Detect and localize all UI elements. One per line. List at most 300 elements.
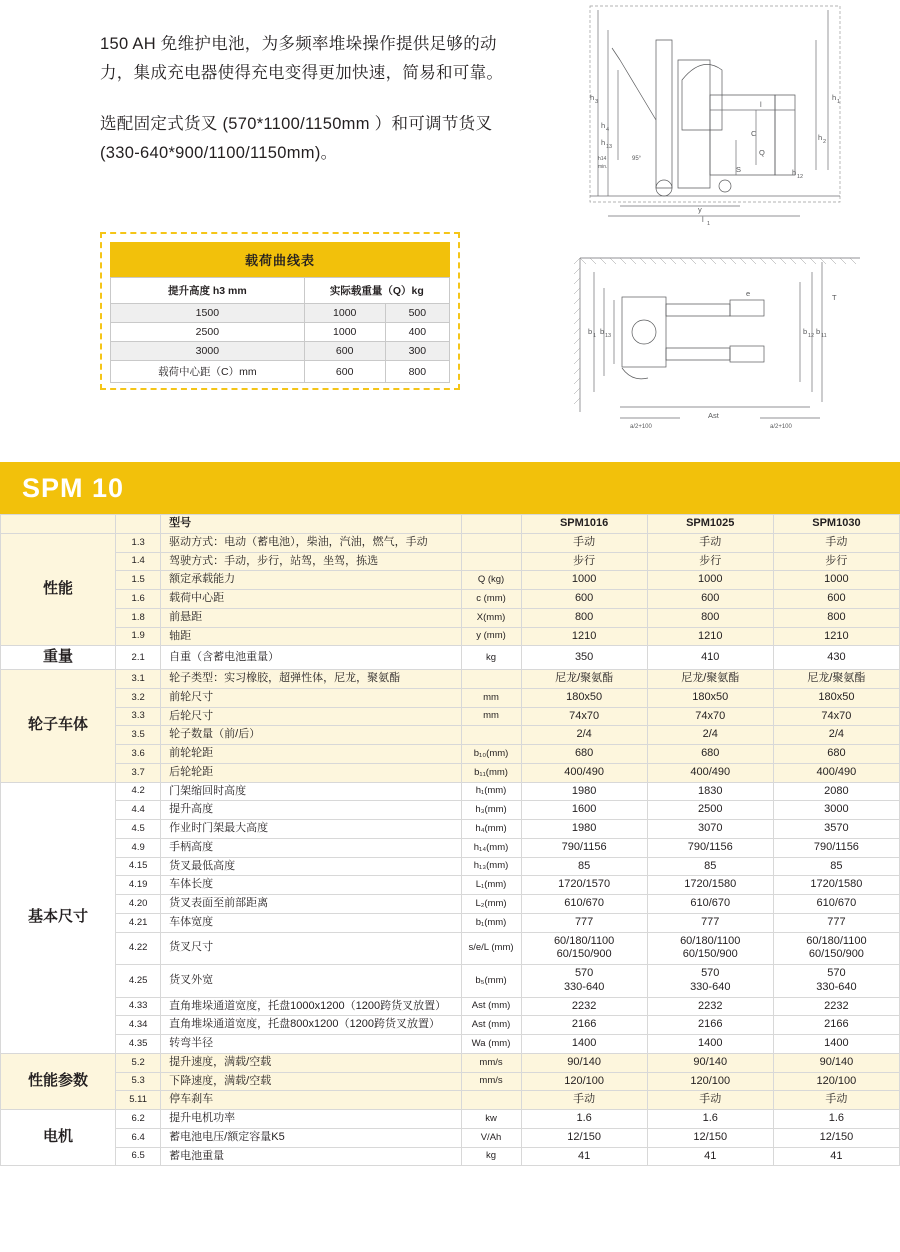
spec-value-model-2: 800 <box>647 608 773 627</box>
spec-row-unit <box>461 670 521 689</box>
svg-text:Ast: Ast <box>708 411 719 420</box>
svg-text:h: h <box>792 168 797 177</box>
spec-row-number: 3.6 <box>116 745 161 764</box>
svg-text:min.: min. <box>598 164 608 170</box>
table-row <box>111 342 450 361</box>
spec-value-model-2: 680 <box>647 745 773 764</box>
spec-value-model-1: 手动 <box>521 1091 647 1110</box>
spec-row-unit: Ast (mm) <box>461 997 521 1016</box>
spec-row-unit: mm/s <box>461 1053 521 1072</box>
svg-text:y: y <box>698 205 702 214</box>
series-title-bar <box>0 462 900 514</box>
spec-value-model-1: 90/140 <box>521 1053 647 1072</box>
table-row <box>1 1035 900 1054</box>
table-row <box>1 571 900 590</box>
spec-value-model-1: 尼龙/聚氨酯 <box>521 670 647 689</box>
svg-text:T: T <box>832 293 837 302</box>
load-chart-box <box>100 232 460 390</box>
top-view-diagram <box>560 242 890 432</box>
spec-row-item: 货叉表面至前部距离 <box>161 895 461 914</box>
spec-value-model-1: 600 <box>521 590 647 609</box>
spec-row-unit <box>461 533 521 552</box>
spec-value-model-1: 60/180/1100 60/150/900 <box>521 932 647 965</box>
svg-text:a/2+100: a/2+100 <box>630 424 652 430</box>
spec-row-item: 提升高度 <box>161 801 461 820</box>
spec-value-model-3: 1400 <box>773 1035 899 1054</box>
spec-row-number: 5.11 <box>116 1091 161 1110</box>
table-row <box>1 627 900 646</box>
load-chart-header-capacity: 实际载重量（Q）kg <box>304 278 449 304</box>
table-row <box>1 1091 900 1110</box>
table-row <box>1 1147 900 1166</box>
spec-value-model-3: 85 <box>773 857 899 876</box>
load-chart-cell: 600 <box>304 361 385 383</box>
spec-row-number: 1.6 <box>116 590 161 609</box>
spec-header-model-label: 型号 <box>161 515 461 534</box>
svg-text:1: 1 <box>593 333 597 339</box>
spec-value-model-3: 180x50 <box>773 688 899 707</box>
spec-row-unit: mm/s <box>461 1072 521 1091</box>
spec-header-group <box>1 515 116 534</box>
spec-value-model-1: 12/150 <box>521 1128 647 1147</box>
spec-value-model-3: 680 <box>773 745 899 764</box>
load-chart-cell: 800 <box>385 361 449 383</box>
spec-row-unit: kg <box>461 646 521 670</box>
spec-value-model-2: 90/140 <box>647 1053 773 1072</box>
spec-row-number: 1.3 <box>116 533 161 552</box>
spec-row-unit: Wa (mm) <box>461 1035 521 1054</box>
spec-value-model-1: 180x50 <box>521 688 647 707</box>
spec-row-unit: b₁₀(mm) <box>461 745 521 764</box>
load-chart-cell: 1500 <box>111 304 305 323</box>
spec-row-number: 4.34 <box>116 1016 161 1035</box>
spec-value-model-1: 74x70 <box>521 707 647 726</box>
spec-value-model-2: 1400 <box>647 1035 773 1054</box>
table-row <box>1 608 900 627</box>
spec-group-name: 性能参数 <box>1 1053 116 1109</box>
spec-value-model-3: 手动 <box>773 1091 899 1110</box>
load-chart-header-row <box>111 278 450 304</box>
spec-value-model-2: 1720/1580 <box>647 876 773 895</box>
spec-row-item: 停车刹车 <box>161 1091 461 1110</box>
svg-text:h: h <box>601 121 606 130</box>
svg-text:l: l <box>702 215 704 224</box>
spec-group-name: 基本尺寸 <box>1 782 116 1053</box>
spec-row-unit: h₃(mm) <box>461 801 521 820</box>
spec-value-model-1: 350 <box>521 646 647 670</box>
spec-value-model-3: 2080 <box>773 782 899 801</box>
svg-text:12: 12 <box>808 333 815 339</box>
spec-row-item: 门架缩回时高度 <box>161 782 461 801</box>
table-row <box>1 646 900 670</box>
spec-value-model-2: 手动 <box>647 533 773 552</box>
table-row <box>1 876 900 895</box>
table-row <box>1 1053 900 1072</box>
svg-text:b: b <box>588 327 593 336</box>
spec-value-model-2: 步行 <box>647 552 773 571</box>
spec-value-model-1: 570 330-640 <box>521 965 647 998</box>
spec-value-model-3: 1000 <box>773 571 899 590</box>
spec-header-no <box>116 515 161 534</box>
spec-row-number: 4.22 <box>116 932 161 965</box>
spec-value-model-1: 400/490 <box>521 763 647 782</box>
spec-group-name: 重量 <box>1 646 116 670</box>
spec-value-model-2: 610/670 <box>647 895 773 914</box>
table-row <box>1 895 900 914</box>
spec-value-model-2: 2166 <box>647 1016 773 1035</box>
spec-value-model-3: 41 <box>773 1147 899 1166</box>
spec-value-model-3: 610/670 <box>773 895 899 914</box>
spec-value-model-1: 2166 <box>521 1016 647 1035</box>
spec-row-number: 3.1 <box>116 670 161 689</box>
spec-row-number: 4.15 <box>116 857 161 876</box>
spec-value-model-2: 1000 <box>647 571 773 590</box>
spec-row-item: 提升电机功率 <box>161 1110 461 1129</box>
side-view-diagram <box>560 0 890 230</box>
table-row <box>1 533 900 552</box>
spec-value-model-3: 120/100 <box>773 1072 899 1091</box>
spec-row-item: 前悬距 <box>161 608 461 627</box>
spec-value-model-1: 610/670 <box>521 895 647 914</box>
spec-model-header-1: SPM1016 <box>521 515 647 534</box>
spec-value-model-2: 777 <box>647 913 773 932</box>
spec-group-name: 电机 <box>1 1110 116 1166</box>
load-chart-cell: 3000 <box>111 342 305 361</box>
spec-value-model-2: 180x50 <box>647 688 773 707</box>
spec-row-item: 货叉尺寸 <box>161 932 461 965</box>
intro-paragraph-2: 选配固定式货叉 (570*1100/1150mm ）和可调节货叉(330-640*900/1100/1150mm)。 <box>100 114 493 162</box>
spec-row-number: 1.8 <box>116 608 161 627</box>
spec-row-item: 货叉外宽 <box>161 965 461 998</box>
spec-value-model-3: 430 <box>773 646 899 670</box>
spec-row-item: 直角堆垛通道宽度，托盘1000x1200（1200跨货叉放置） <box>161 997 461 1016</box>
spec-value-model-3: 60/180/1100 60/150/900 <box>773 932 899 965</box>
spec-value-model-2: 3070 <box>647 820 773 839</box>
spec-value-model-1: 1980 <box>521 782 647 801</box>
spec-row-number: 5.2 <box>116 1053 161 1072</box>
spec-value-model-2: 570 330-640 <box>647 965 773 998</box>
spec-row-unit: Ast (mm) <box>461 1016 521 1035</box>
svg-text:12: 12 <box>797 174 804 180</box>
spec-value-model-1: 1400 <box>521 1035 647 1054</box>
spec-row-number: 4.2 <box>116 782 161 801</box>
spec-row-item: 轮子类型：实习橡胶，超弹性体，尼龙，聚氨酯 <box>161 670 461 689</box>
table-row <box>1 763 900 782</box>
load-chart-cell: 1000 <box>304 304 385 323</box>
spec-row-unit: X(mm) <box>461 608 521 627</box>
spec-row-number: 4.21 <box>116 913 161 932</box>
spec-row-number: 4.25 <box>116 965 161 998</box>
svg-text:3: 3 <box>595 99 599 105</box>
spec-value-model-3: 2232 <box>773 997 899 1016</box>
spec-row-item: 下降速度，满载/空载 <box>161 1072 461 1091</box>
load-chart-cell: 300 <box>385 342 449 361</box>
spec-value-model-3: 2166 <box>773 1016 899 1035</box>
spec-value-model-2: 600 <box>647 590 773 609</box>
svg-text:b: b <box>600 327 605 336</box>
spec-value-model-3: 570 330-640 <box>773 965 899 998</box>
spec-row-number: 3.5 <box>116 726 161 745</box>
spec-value-model-1: 680 <box>521 745 647 764</box>
spec-value-model-3: 1.6 <box>773 1110 899 1129</box>
load-chart-cell: 400 <box>385 323 449 342</box>
spec-row-unit: V/Ah <box>461 1128 521 1147</box>
spec-row-number: 4.19 <box>116 876 161 895</box>
spec-row-unit: kw <box>461 1110 521 1129</box>
spec-row-number: 1.5 <box>116 571 161 590</box>
table-row <box>1 801 900 820</box>
spec-row-number: 3.2 <box>116 688 161 707</box>
spec-row-unit: mm <box>461 688 521 707</box>
spec-row-unit <box>461 1091 521 1110</box>
spec-value-model-2: 1.6 <box>647 1110 773 1129</box>
spec-row-item: 直角堆垛通道宽度，托盘800x1200（1200跨货叉放置） <box>161 1016 461 1035</box>
svg-text:Q: Q <box>759 148 765 157</box>
table-row <box>111 361 450 383</box>
top-section <box>0 0 900 440</box>
load-chart-cell: 500 <box>385 304 449 323</box>
spec-value-model-3: 1720/1580 <box>773 876 899 895</box>
spec-row-item: 后轮尺寸 <box>161 707 461 726</box>
spec-row-number: 4.5 <box>116 820 161 839</box>
spec-row-item: 额定承载能力 <box>161 571 461 590</box>
svg-text:1: 1 <box>707 221 711 227</box>
spec-value-model-2: 手动 <box>647 1091 773 1110</box>
table-row <box>1 913 900 932</box>
spec-value-model-2: 790/1156 <box>647 838 773 857</box>
spec-row-number: 4.33 <box>116 997 161 1016</box>
table-row <box>1 688 900 707</box>
svg-text:13: 13 <box>606 144 613 150</box>
spec-row-number: 6.5 <box>116 1147 161 1166</box>
svg-text:h: h <box>818 133 823 142</box>
svg-text:4: 4 <box>606 127 610 133</box>
svg-text:1: 1 <box>837 99 841 105</box>
spec-value-model-3: 3000 <box>773 801 899 820</box>
svg-text:a/2+100: a/2+100 <box>770 424 792 430</box>
table-row <box>1 1016 900 1035</box>
spec-value-model-3: 尼龙/聚氨酯 <box>773 670 899 689</box>
spec-row-unit: kg <box>461 1147 521 1166</box>
table-row <box>1 670 900 689</box>
spec-row-item: 驾驶方式：手动，步行，站驾，坐驾，拣选 <box>161 552 461 571</box>
load-chart-cell: 1000 <box>304 323 385 342</box>
spec-value-model-1: 1000 <box>521 571 647 590</box>
intro-text-block <box>100 30 520 190</box>
svg-text:b: b <box>803 327 808 336</box>
spec-row-unit: s/e/L (mm) <box>461 932 521 965</box>
spec-row-unit: b₁₁(mm) <box>461 763 521 782</box>
spec-row-number: 3.7 <box>116 763 161 782</box>
spec-header-unit <box>461 515 521 534</box>
svg-text:11: 11 <box>821 333 827 339</box>
spec-row-item: 提升速度，满载/空载 <box>161 1053 461 1072</box>
spec-value-model-3: 1210 <box>773 627 899 646</box>
spec-row-number: 2.1 <box>116 646 161 670</box>
spec-value-model-2: 2/4 <box>647 726 773 745</box>
spec-value-model-2: 41 <box>647 1147 773 1166</box>
spec-row-item: 车体长度 <box>161 876 461 895</box>
spec-value-model-3: 777 <box>773 913 899 932</box>
table-row <box>1 997 900 1016</box>
spec-row-item: 手柄高度 <box>161 838 461 857</box>
spec-row-number: 6.2 <box>116 1110 161 1129</box>
spec-value-model-3: 400/490 <box>773 763 899 782</box>
spec-model-header-3: SPM1030 <box>773 515 899 534</box>
load-chart-table <box>110 277 450 383</box>
spec-row-number: 1.9 <box>116 627 161 646</box>
spec-value-model-2: 120/100 <box>647 1072 773 1091</box>
spec-row-unit: b₁(mm) <box>461 913 521 932</box>
spec-row-item: 轴距 <box>161 627 461 646</box>
spec-value-model-2: 1830 <box>647 782 773 801</box>
svg-text:l: l <box>760 100 762 109</box>
spec-row-number: 4.9 <box>116 838 161 857</box>
spec-value-model-2: 410 <box>647 646 773 670</box>
spec-value-model-1: 1210 <box>521 627 647 646</box>
spec-value-model-3: 3570 <box>773 820 899 839</box>
spec-row-item: 蓄电池电压/额定容量K5 <box>161 1128 461 1147</box>
svg-text:h: h <box>590 93 595 102</box>
spec-value-model-1: 步行 <box>521 552 647 571</box>
spec-row-unit <box>461 726 521 745</box>
spec-value-model-2: 尼龙/聚氨酯 <box>647 670 773 689</box>
svg-text:2: 2 <box>823 139 827 145</box>
spec-row-unit: c (mm) <box>461 590 521 609</box>
svg-text:S: S <box>736 165 742 174</box>
spec-row-number: 4.4 <box>116 801 161 820</box>
spec-value-model-3: 手动 <box>773 533 899 552</box>
svg-text:h: h <box>832 93 837 102</box>
spec-value-model-1: 手动 <box>521 533 647 552</box>
spec-value-model-3: 74x70 <box>773 707 899 726</box>
spec-row-number: 1.4 <box>116 552 161 571</box>
spec-row-item: 轮子数量（前/后） <box>161 726 461 745</box>
table-row <box>1 820 900 839</box>
spec-row-unit <box>461 552 521 571</box>
svg-text:h14: h14 <box>598 156 607 162</box>
table-row <box>111 304 450 323</box>
svg-text:b: b <box>816 327 821 336</box>
table-row <box>1 838 900 857</box>
spec-row-item: 驱动方式：电动（蓄电池），柴油，汽油，燃气，手动 <box>161 533 461 552</box>
series-title: SPM 10 <box>22 473 125 503</box>
spec-value-model-2: 60/180/1100 60/150/900 <box>647 932 773 965</box>
spec-row-unit: L₂(mm) <box>461 895 521 914</box>
spec-row-number: 5.3 <box>116 1072 161 1091</box>
spec-value-model-1: 41 <box>521 1147 647 1166</box>
spec-value-model-1: 1980 <box>521 820 647 839</box>
spec-value-model-2: 1210 <box>647 627 773 646</box>
load-chart-cell: 载荷中心距（C）mm <box>111 361 305 383</box>
spec-row-number: 3.3 <box>116 707 161 726</box>
spec-model-header-2: SPM1025 <box>647 515 773 534</box>
table-row <box>1 745 900 764</box>
spec-row-number: 6.4 <box>116 1128 161 1147</box>
svg-text:e: e <box>746 289 751 298</box>
spec-value-model-3: 2/4 <box>773 726 899 745</box>
load-chart-header-lift-height: 提升高度 h3 mm <box>111 278 305 304</box>
spec-header-row <box>1 515 900 534</box>
spec-row-unit: h₄(mm) <box>461 820 521 839</box>
spec-row-item: 作业时门架最大高度 <box>161 820 461 839</box>
spec-value-model-3: 步行 <box>773 552 899 571</box>
spec-group-name: 轮子车体 <box>1 670 116 783</box>
svg-text:C: C <box>751 129 757 138</box>
table-row <box>1 1128 900 1147</box>
spec-row-unit: y (mm) <box>461 627 521 646</box>
spec-value-model-2: 400/490 <box>647 763 773 782</box>
spec-row-item: 车体宽度 <box>161 913 461 932</box>
svg-text:95°: 95° <box>632 156 642 162</box>
table-row <box>1 932 900 965</box>
spec-row-unit: b₅(mm) <box>461 965 521 998</box>
spec-value-model-1: 1.6 <box>521 1110 647 1129</box>
spec-row-number: 4.35 <box>116 1035 161 1054</box>
spec-value-model-3: 12/150 <box>773 1128 899 1147</box>
spec-value-model-1: 790/1156 <box>521 838 647 857</box>
table-row <box>1 552 900 571</box>
spec-value-model-1: 85 <box>521 857 647 876</box>
spec-value-model-2: 74x70 <box>647 707 773 726</box>
spec-value-model-1: 120/100 <box>521 1072 647 1091</box>
spec-value-model-1: 2/4 <box>521 726 647 745</box>
spec-row-unit: h₁(mm) <box>461 782 521 801</box>
table-row <box>1 965 900 998</box>
load-chart-cell: 600 <box>304 342 385 361</box>
spec-value-model-1: 1600 <box>521 801 647 820</box>
spec-value-model-1: 2232 <box>521 997 647 1016</box>
table-row <box>1 590 900 609</box>
spec-value-model-2: 12/150 <box>647 1128 773 1147</box>
table-row <box>1 1072 900 1091</box>
spec-row-unit: h₁₄(mm) <box>461 838 521 857</box>
spec-value-model-2: 85 <box>647 857 773 876</box>
technical-diagrams <box>560 0 890 430</box>
spec-value-model-3: 790/1156 <box>773 838 899 857</box>
spec-group-name: 性能 <box>1 533 116 646</box>
load-chart-cell: 2500 <box>111 323 305 342</box>
spec-row-item: 载荷中心距 <box>161 590 461 609</box>
table-row <box>111 323 450 342</box>
spec-row-item: 后轮轮距 <box>161 763 461 782</box>
spec-row-number: 4.20 <box>116 895 161 914</box>
table-row <box>1 707 900 726</box>
spec-value-model-3: 90/140 <box>773 1053 899 1072</box>
spec-row-unit: mm <box>461 707 521 726</box>
specification-table <box>0 514 900 1166</box>
spec-row-unit: L₁(mm) <box>461 876 521 895</box>
svg-text:13: 13 <box>605 333 612 339</box>
spec-row-item: 蓄电池重量 <box>161 1147 461 1166</box>
spec-row-item: 前轮尺寸 <box>161 688 461 707</box>
spec-value-model-3: 800 <box>773 608 899 627</box>
spec-value-model-2: 2232 <box>647 997 773 1016</box>
spec-value-model-1: 1720/1570 <box>521 876 647 895</box>
spec-value-model-3: 600 <box>773 590 899 609</box>
spec-row-unit: Q (kg) <box>461 571 521 590</box>
spec-value-model-1: 777 <box>521 913 647 932</box>
intro-paragraph-1: 150 AH 免维护电池，为多频率堆垛操作提供足够的动力，集成充电器使得充电变得更加快速，简易和可靠。 <box>100 35 504 82</box>
spec-row-unit: h₁₃(mm) <box>461 857 521 876</box>
svg-text:h: h <box>601 138 606 147</box>
spec-value-model-1: 800 <box>521 608 647 627</box>
spec-row-item: 货叉最低高度 <box>161 857 461 876</box>
table-row <box>1 726 900 745</box>
load-chart-title: 载荷曲线表 <box>110 242 450 277</box>
table-row <box>1 1110 900 1129</box>
table-row <box>1 782 900 801</box>
